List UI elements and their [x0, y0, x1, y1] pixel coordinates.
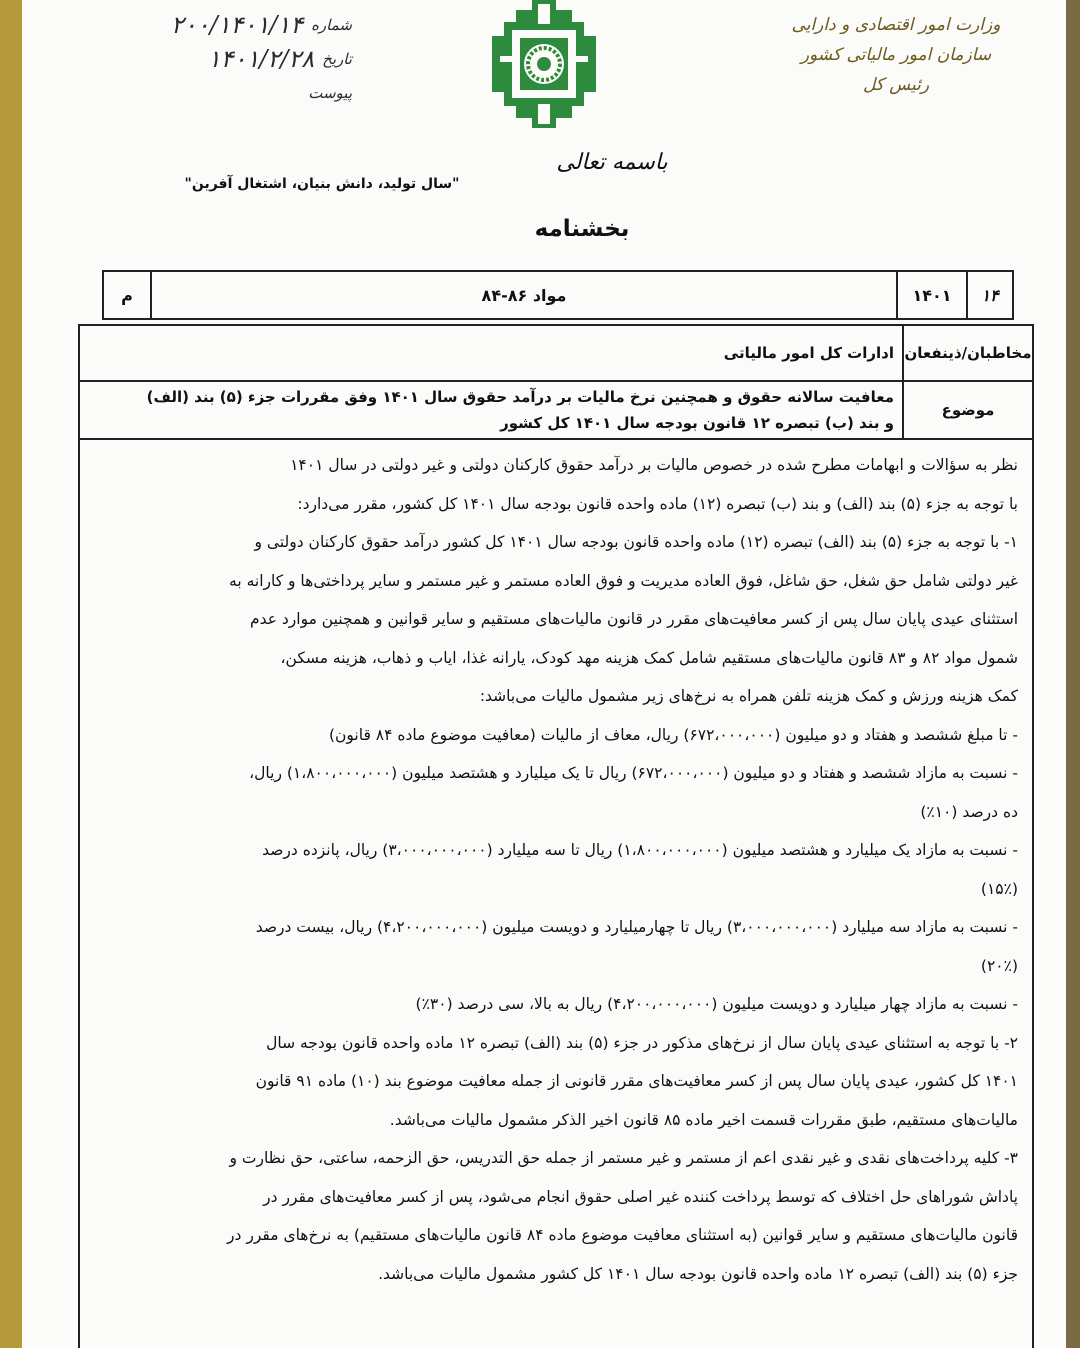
letter-number-row	[112, 8, 352, 42]
audience-text: ادارات کل امور مالیاتی	[723, 344, 894, 362]
ministry-line: رئیس کل	[862, 75, 930, 95]
ministry-header	[766, 10, 1026, 100]
ministry-line: وزارت امور اقتصادی و دارایی	[791, 15, 1001, 35]
audience-value	[80, 326, 902, 380]
tax-bracket-line: - نسبت به مازاد سه میلیارد (۳،۰۰۰،۰۰۰،۰۰۰) ریال تا چهارمیلیارد و دویست میلیون (۴،۲۰۰،۰۰۰،۰۰۰) ریال، بیست درصد	[255, 918, 1018, 936]
related-articles: مواد ۸۶-۸۴	[150, 272, 896, 318]
letter-date-row	[112, 42, 352, 76]
circular-table	[78, 324, 1034, 1348]
subject-value	[80, 382, 902, 438]
item-2-line: ۲- با توجه به استثنای عیدی پایان سال از نرخ‌های مذکور در جزء (۵) بند (الف) تبصره ۱۲ ماده واحده قانون بودجه سال	[266, 1033, 1018, 1052]
tax-bracket-line: (۲۰٪)	[980, 956, 1018, 975]
ministry-line: سازمان امور مالیاتی کشور	[800, 45, 992, 65]
body-line: نظر به سؤالات و ابهامات مطرح شده در خصوص مالیات بر درآمد حقوق کارکنان دولتی و غیر دولتی در سال ۱۴۰۱	[290, 456, 1018, 474]
audience-label: مخاطبان/ذینفعان	[902, 326, 1032, 380]
tax-bracket-line: - نسبت به مازاد یک میلیارد و هشتصد میلیون (۱،۸۰۰،۰۰۰،۰۰۰) ریال تا سه میلیارد (۳،۰۰۰،۰۰۰،۰۰۰) ریال، پانزده درصد	[262, 841, 1018, 859]
letter-date-label: تاریخ	[322, 50, 352, 68]
circular-year: ۱۴۰۱	[896, 272, 966, 318]
item-3-line: جزء (۵) بند (الف) تبصره ۱۲ ماده واحده قانون بودجه سال ۱۴۰۱ کل کشور مشمول مالیات می‌باشد.	[378, 1264, 1018, 1283]
audience-row	[80, 326, 1032, 382]
subject-row	[80, 382, 1032, 440]
subject-line: معافیت سالانه حقوق و همچنین نرخ مالیات بر درآمد حقوق سال ۱۴۰۱ وفق مقررات جزء (۵) بند (الف)	[146, 388, 894, 406]
document-title: بخشنامه	[534, 216, 630, 242]
attachment-row	[112, 76, 352, 110]
subject-line: و بند (ب) تبصره ۱۲ قانون بودجه سال ۱۴۰۱ کل کشور	[500, 414, 894, 432]
tax-organization-logo-icon	[492, 0, 596, 128]
body-line: با توجه به جزء (۵) بند (الف) و بند (ب) تبصره (۱۲) ماده واحده قانون بودجه سال ۱۴۰۱ کل کشور، مقرر می‌دارد:	[297, 494, 1018, 513]
item-1-line: شمول مواد ۸۲ و ۸۳ قانون مالیات‌های مستقیم شامل کمک هزینه مهد کودک، یارانه غذا، ایاب و ذهاب، هزینه مسکن،	[280, 648, 1018, 667]
letter-meta	[112, 8, 352, 110]
reference-box	[102, 270, 1014, 320]
item-3-line: پاداش شوراهای حل اختلاف که توسط پرداخت کننده غیر اصلی حقوق انجام می‌شود، پس از کسر معافیت‌های مقرر در	[263, 1187, 1018, 1206]
item-1-line: کمک هزینه ورزش و کمک هزینه تلفن همراه به نرخ‌های زیر مشمول مالیات می‌باشد:	[479, 687, 1018, 705]
item-1-line: غیر دولتی شامل حق شغل، حق شاغل، فوق العاده مدیریت و فوق العاده مستمر و غیر مستمر و سایر پرداختی‌ها و کارانه به	[229, 571, 1018, 590]
tax-bracket-line: (۱۵٪)	[980, 879, 1018, 898]
year-slogan: "سال تولید، دانش بنیان، اشتغال آفرین"	[184, 176, 460, 192]
letter-number: ۲۰۰/۱۴۰۱/۱۴	[170, 11, 304, 39]
item-1-line: ۱- با توجه به جزء (۵) بند (الف) تبصره (۱۲) ماده واحده قانون بودجه سال ۱۴۰۱ کل کشور درآمد حقوق کارکنان دولتی و	[254, 533, 1018, 551]
tax-bracket-line: - نسبت به مازاد چهار میلیارد و دویست میلیون (۴،۲۰۰،۰۰۰،۰۰۰) ریال به بالا، سی درصد (۳۰٪)	[415, 995, 1018, 1013]
item-1-line: استثنای عیدی پایان سال پس از کسر معافیت‌های مقرر در قانون مالیات‌های مستقیم و سایر قوانین و همچنین موارد عدم	[249, 610, 1018, 628]
subject-label: موضوع	[902, 382, 1032, 438]
scan-edge-right	[1066, 0, 1080, 1348]
item-2-line: ۱۴۰۱ کل کشور، عیدی پایان سال پس از کسر معافیت‌های مقرر قانونی از جمله معافیت موضوع بند (۱۰) ماده ۹۱ قانون	[255, 1072, 1018, 1090]
tax-bracket-line: ده درصد (۱۰٪)	[920, 802, 1018, 821]
item-3-line: قانون مالیات‌های مستقیم و سایر قوانین (به استثنای معافیت موضوع ماده ۸۴ قانون مالیات‌های مستقیم) به نرخ‌های مقرر در	[227, 1226, 1018, 1244]
scan-edge-left	[0, 0, 22, 1348]
bismillah: باسمه تعالی	[556, 150, 668, 175]
circular-code: م	[121, 285, 133, 305]
tax-bracket-line: - نسبت به مازاد ششصد و هفتاد و دو میلیون (۶۷۲،۰۰۰،۰۰۰) ریال تا یک میلیارد و هشتصد میلیون (۱،۸۰۰،۰۰۰،۰۰۰) ریال،	[249, 764, 1018, 782]
attachment-label: پیوست	[308, 84, 352, 102]
item-2-line: مالیات‌های مستقیم، طبق مقررات قسمت اخیر ماده ۸۵ قانون اخیر الذکر مشمول مالیات می‌باشد.	[389, 1110, 1018, 1129]
circular-number: ۱۴	[966, 272, 1012, 318]
circular-letter	[22, 0, 1066, 1348]
circular-body	[80, 440, 1032, 1293]
letter-date: ۱۴۰۱/۲/۲۸	[207, 45, 315, 73]
item-3-line: ۳- کلیه پرداخت‌های نقدی و غیر نقدی اعم از مستمر و غیر مستمر از جمله حق التدریس، حق الزحمه، ساعتی، حق نظارت و	[229, 1149, 1018, 1167]
letter-number-label: شماره	[311, 16, 352, 34]
tax-bracket-line: - تا مبلغ ششصد و هفتاد و دو میلیون (۶۷۲،۰۰۰،۰۰۰) ریال، معاف از مالیات (معافیت موضوع ماده ۸۴ قانون)	[328, 725, 1018, 744]
